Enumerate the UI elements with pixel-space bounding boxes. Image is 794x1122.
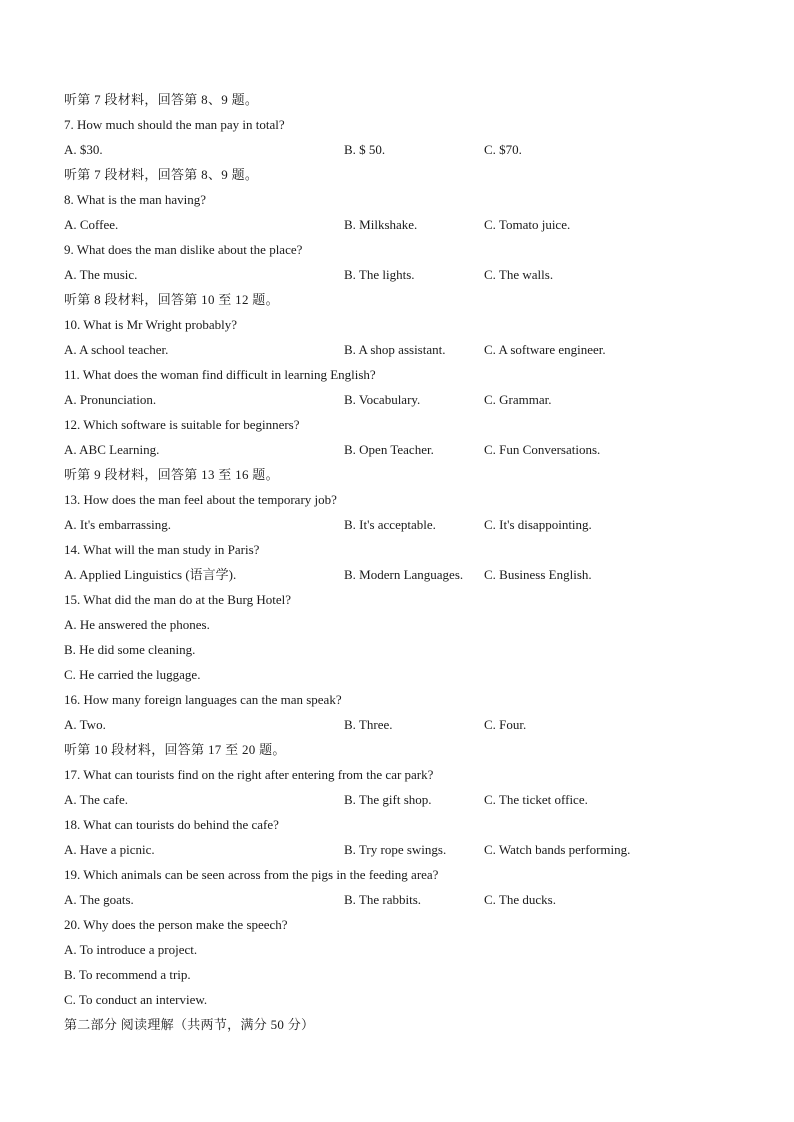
option-a: A. Coffee.	[64, 217, 119, 232]
question-9: 9. What does the man dislike about the place?	[64, 242, 303, 257]
question-16: 16. How many foreign languages can the man speak?	[64, 692, 342, 707]
option-b: B. Three.	[344, 717, 393, 732]
question-8: 8. What is the man having?	[64, 192, 207, 207]
option-b: B. A shop assistant.	[344, 342, 446, 357]
option-a: A. Applied Linguistics (语言学).	[64, 567, 237, 582]
part-two-heading: 第二部分 阅读理解（共两节，满分 50 分）	[64, 1017, 315, 1032]
option-c: C. The ticket office.	[484, 792, 588, 807]
options-row	[64, 140, 744, 160]
options-row	[64, 215, 744, 235]
question-11: 11. What does the woman find difficult in learning English?	[64, 367, 376, 382]
options-row	[64, 890, 744, 910]
options-row	[64, 840, 744, 860]
section-heading: 听第 10 段材料，回答第 17 至 20 题。	[64, 742, 286, 757]
option-a: A. The music.	[64, 267, 138, 282]
option-c: C. It's disappointing.	[484, 517, 592, 532]
option-a: A. ABC Learning.	[64, 442, 160, 457]
option-c: C. The walls.	[484, 267, 554, 282]
option-c: C. Four.	[484, 717, 527, 732]
option-a: A. A school teacher.	[64, 342, 169, 357]
option-c: C. Fun Conversations.	[484, 442, 601, 457]
option-c: C. Grammar.	[484, 392, 552, 407]
option-c: C. Tomato juice.	[484, 217, 571, 232]
options-row	[64, 440, 744, 460]
option-c: C. $70.	[484, 142, 522, 157]
option-b: B. The gift shop.	[344, 792, 432, 807]
option-a: A. Have a picnic.	[64, 842, 155, 857]
option-a: A. The cafe.	[64, 792, 129, 807]
option-c: C. A software engineer.	[484, 342, 606, 357]
section-heading: 听第 7 段材料，回答第 8、9 题。	[64, 167, 259, 182]
option-b: B. It's acceptable.	[344, 517, 436, 532]
options-row	[64, 390, 744, 410]
options-row	[64, 515, 744, 535]
option-a: A. $30.	[64, 142, 103, 157]
option-b: B. Milkshake.	[344, 217, 418, 232]
question-18: 18. What can tourists do behind the cafe?	[64, 817, 279, 832]
question-19: 19. Which animals can be seen across from the pigs in the feeding area?	[64, 867, 439, 882]
option-b: B. The lights.	[344, 267, 415, 282]
question-15: 15. What did the man do at the Burg Hotel?	[64, 592, 291, 607]
options-row	[64, 715, 744, 735]
option-a: A. It's embarrassing.	[64, 517, 172, 532]
option-b: B. The rabbits.	[344, 892, 422, 907]
question-13: 13. How does the man feel about the temporary job?	[64, 492, 337, 507]
question-17: 17. What can tourists find on the right after entering from the car park?	[64, 767, 434, 782]
question-7: 7. How much should the man pay in total?	[64, 117, 285, 132]
section-heading: 听第 8 段材料，回答第 10 至 12 题。	[64, 292, 279, 307]
question-20: 20. Why does the person make the speech?	[64, 917, 288, 932]
question-10: 10. What is Mr Wright probably?	[64, 317, 238, 332]
option-c: C. Business English.	[484, 567, 592, 582]
option-a-line: A. To introduce a project.	[64, 942, 198, 957]
option-b: B. Open Teacher.	[344, 442, 434, 457]
option-b: B. Vocabulary.	[344, 392, 421, 407]
option-c-line: C. To conduct an interview.	[64, 992, 208, 1007]
option-b: B. Modern Languages.	[344, 567, 464, 582]
section-heading: 听第 9 段材料，回答第 13 至 16 题。	[64, 467, 279, 482]
option-b: B. Try rope swings.	[344, 842, 447, 857]
options-row	[64, 340, 744, 360]
option-a: A. Pronunciation.	[64, 392, 157, 407]
option-a: A. Two.	[64, 717, 106, 732]
section-heading: 听第 7 段材料，回答第 8、9 题。	[64, 92, 259, 107]
options-row	[64, 790, 744, 810]
options-row	[64, 565, 744, 585]
option-b-line: B. He did some cleaning.	[64, 642, 196, 657]
question-14: 14. What will the man study in Paris?	[64, 542, 260, 557]
option-a-line: A. He answered the phones.	[64, 617, 210, 632]
option-a: A. The goats.	[64, 892, 134, 907]
question-12: 12. Which software is suitable for beginners?	[64, 417, 300, 432]
option-b-line: B. To recommend a trip.	[64, 967, 191, 982]
option-c: C. The ducks.	[484, 892, 556, 907]
option-b: B. $ 50.	[344, 142, 386, 157]
option-c: C. Watch bands performing.	[484, 842, 631, 857]
option-c-line: C. He carried the luggage.	[64, 667, 201, 682]
options-row	[64, 265, 744, 285]
